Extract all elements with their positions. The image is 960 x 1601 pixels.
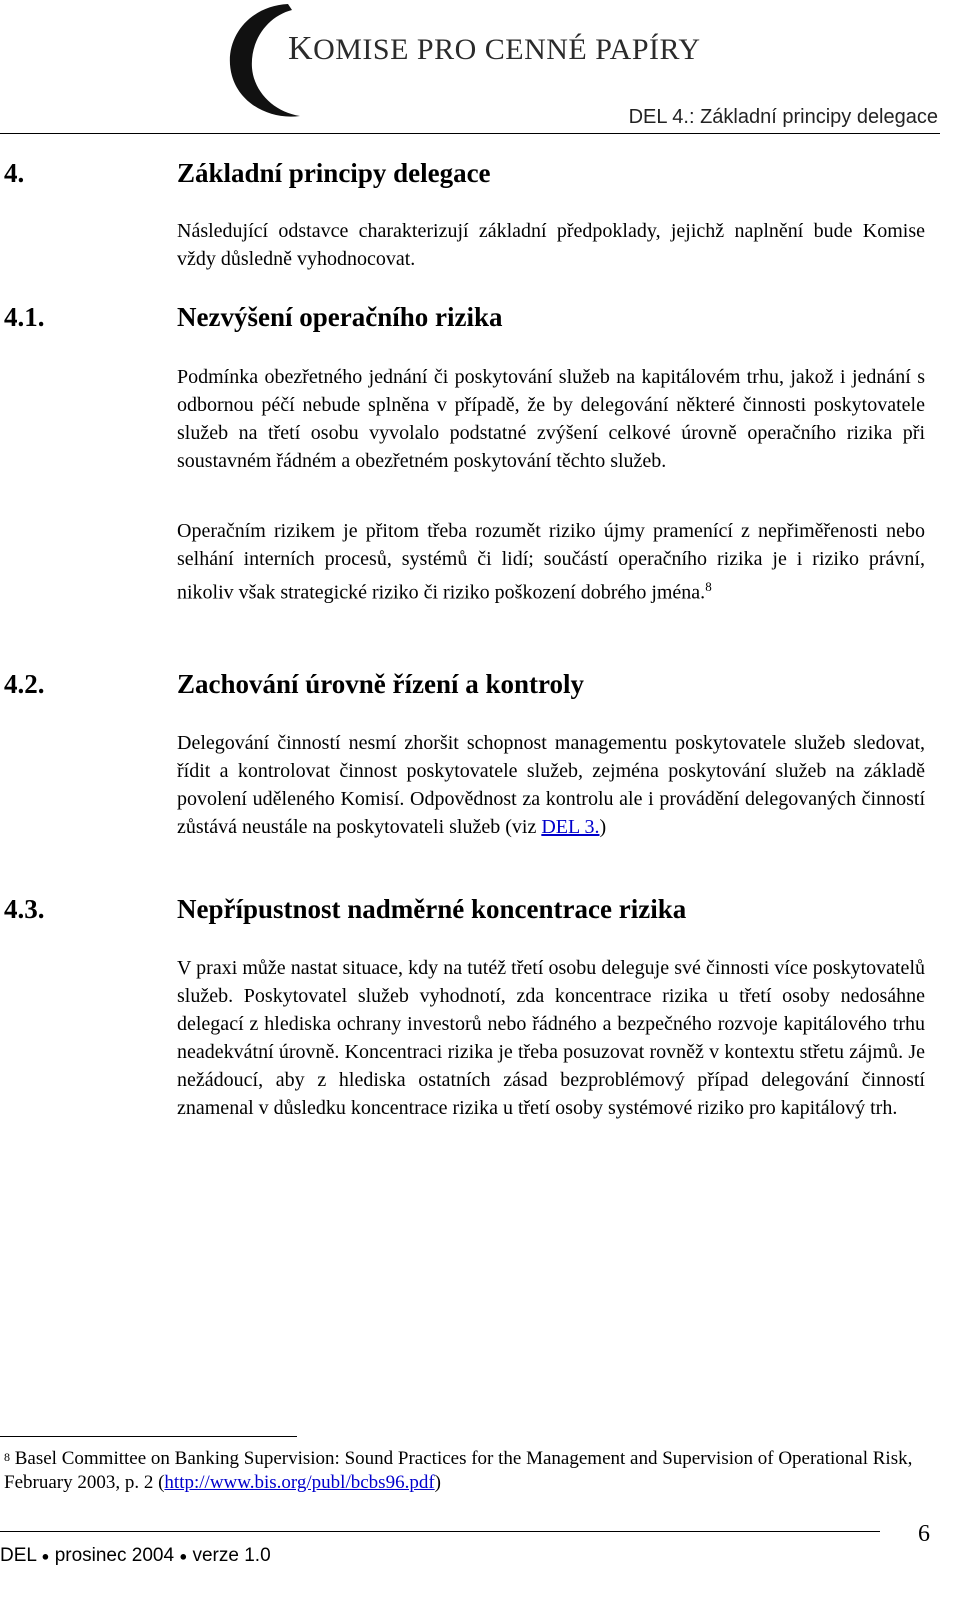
subsection-42-para-1-end: ) [599, 816, 607, 838]
subsection-41-para-2 [177, 517, 925, 607]
header-section-ref: DEL 4.: Základní principy delegace [628, 106, 938, 128]
del3-link[interactable]: DEL 3. [541, 816, 600, 838]
footnote-rule [0, 1436, 297, 1437]
logo-text: KOMISE PRO CENNÉ PAPÍRY [288, 30, 701, 67]
footnote-text-end: ) [434, 1472, 441, 1493]
subsection-43-para-1: V praxi může nastat situace, kdy na tutéž třetí osobu deleguje své činnosti více poskytovatelů služeb. Poskytovatel služeb vyhodnotí, zda koncentrace rizika u třetí osoby nedosáhne delegací z hlediska ochrany investorů nebo řádného a bezpečného rozvoje kapitálového trhu neadekvátní úrovně. Koncentraci rizika je třeba posuzovat rovněž v kontextu střetu zájmů. Je nežádoucí, aby z hlediska ostatních zásad bezproblémový případ delegování činností znamenal v důsledku koncentrace rizika u třetí osoby systémové riziko pro kapitálový trh. [177, 957, 925, 1119]
subsection-41-para-1: Podmínka obezřetného jednání či poskytování služeb na kapitálovém trhu, jakož i jednání s odbornou péčí nebude splněna v případě, že by delegování některé činnosti poskytovatele služeb na třetí osobu vyvolalo podstatné zvýšení celkové úrovně operačního rizika při soustavném řádném a obezřetném poskytování těchto služeb. [177, 366, 925, 472]
header-rule [0, 133, 940, 134]
footnote-number: 8 [4, 1450, 10, 1464]
section-number: 4. [4, 158, 25, 188]
footer-bullet-2: ● [179, 1548, 188, 1564]
subsection-42-para-1-text: Delegování činností nesmí zhoršit schopnost managementu poskytovatele služeb sledovat, řídit a kontrolovat činnost poskytovatele služeb, zejména poskytování služeb na základě povolení uděleného Komisí. Odpovědnost za kontrolu ale i provádění delegovaných činností zůstává neustále na poskytovateli služeb (viz [177, 732, 925, 838]
footer-doc: DEL [0, 1545, 37, 1566]
footnote-reference[interactable]: 8 [705, 579, 712, 594]
footer-bullet-1: ● [41, 1548, 50, 1564]
footnote-text: Basel Committee on Banking Supervision: Sound Practices for the Management and Supervision of Operational Risk, February 2003, p. 2 ( [4, 1448, 913, 1493]
subsection-41-para-2-text: Operačním rizikem je přitom třeba rozumět riziko újmy pramenící z nepřiměřenosti nebo selhání interních procesů, systémů či lidí; součástí operačního rizika je i riziko právní, nikoliv však strategické riziko či riziko poškození dobrého jména. [177, 520, 925, 604]
footer-version: verze 1.0 [192, 1545, 271, 1566]
footer-date: prosinec 2004 [54, 1545, 175, 1566]
footer-rule [0, 1531, 880, 1532]
subsection-43-title: Nepřípustnost nadměrné koncentrace rizika [177, 894, 687, 924]
footnote [4, 1447, 934, 1495]
footer-info [0, 1545, 271, 1567]
subsection-43-number: 4.3. [4, 894, 45, 924]
subsection-41-number: 4.1. [4, 302, 45, 332]
page-number: 6 [918, 1521, 930, 1547]
subsection-41-title: Nezvýšení operačního rizika [177, 302, 503, 332]
subsection-42-title: Zachování úrovně řízení a kontroly [177, 669, 585, 699]
footnote-link[interactable]: http://www.bis.org/publ/bcbs96.pdf [164, 1472, 435, 1493]
subsection-42-para-1 [177, 729, 925, 841]
section-title: Základní principy delegace [177, 158, 491, 188]
section-intro: Následující odstavce charakterizují základní předpoklady, jejichž naplnění bude Komise vždy důsledně vyhodnocovat. [177, 220, 925, 270]
subsection-42-number: 4.2. [4, 669, 45, 699]
